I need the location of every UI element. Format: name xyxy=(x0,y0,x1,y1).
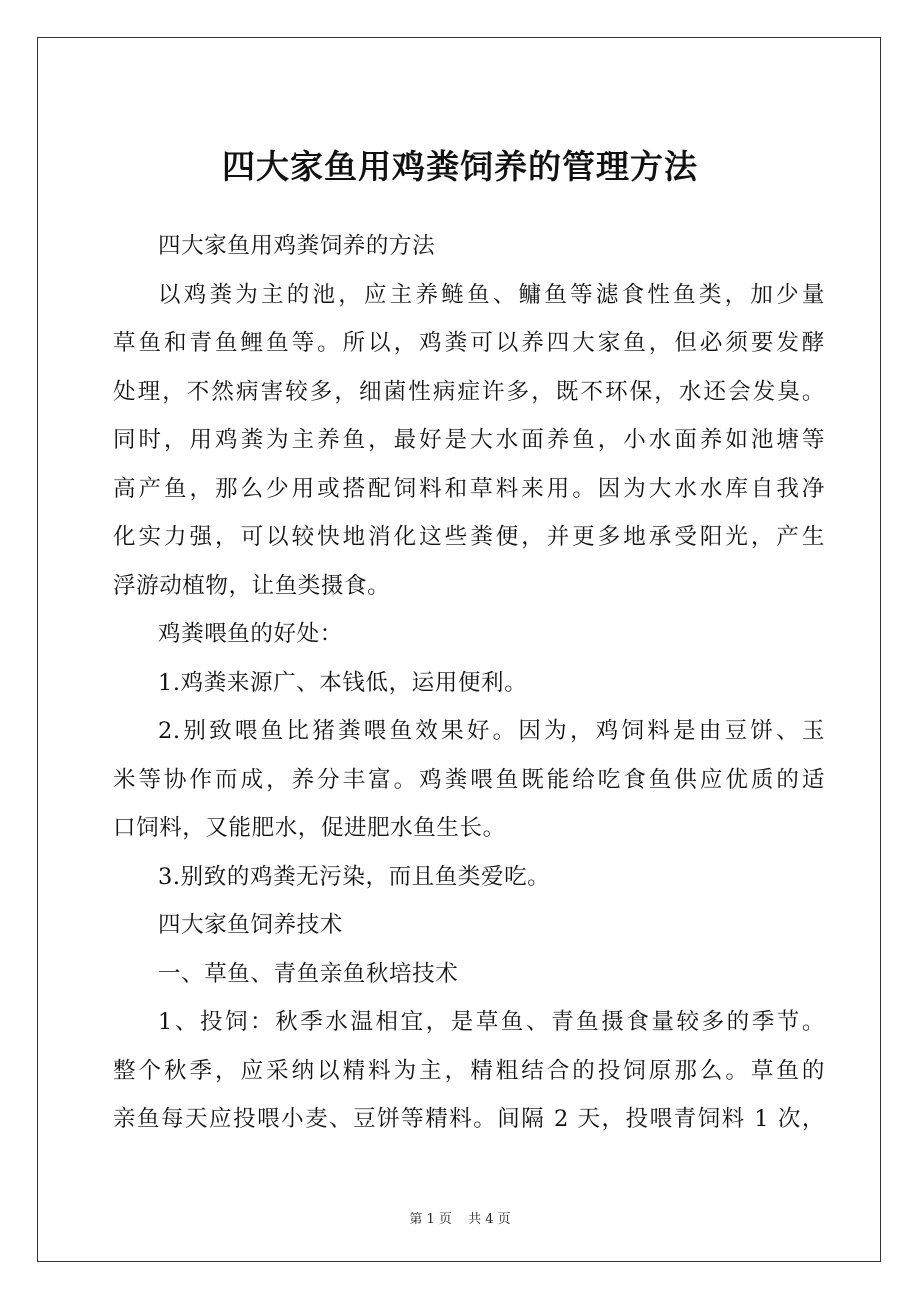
paragraph-line: 一、草鱼、青鱼亲鱼秋培技术 xyxy=(158,960,459,987)
paragraph-line: 浮游动植物，让鱼类摄食。 xyxy=(113,572,391,599)
paragraph-line: 处理，不然病害较多，细菌性病症许多，既不环保，水还会发臭。 xyxy=(113,378,825,405)
paragraph-line: 化实力强，可以较快地消化这些粪便，并更多地承受阳光，产生 xyxy=(113,524,825,550)
paragraph-line: 整个秋季，应采纳以精料为主，精粗结合的投饲原那么。草鱼的 xyxy=(113,1057,825,1084)
paragraph-line: 3.别致的鸡粪无污染，而且鱼类爱吃。 xyxy=(158,863,551,890)
paragraph-line: 四大家鱼用鸡粪饲养的方法 xyxy=(158,233,436,259)
paragraph-line: 口饲料，又能肥水，促进肥水鱼生长。 xyxy=(113,815,506,841)
page-number: 第 1 页 xyxy=(409,1212,452,1227)
paragraph-line: 米等协作而成，养分丰富。鸡粪喂鱼既能给吃食鱼供应优质的适 xyxy=(113,766,825,793)
paragraph-line: 鸡粪喂鱼的好处： xyxy=(158,621,343,647)
paragraph-line: 草鱼和青鱼鲤鱼等。所以，鸡粪可以养四大家鱼，但必须要发酵 xyxy=(113,330,825,356)
paragraph-line: 1.鸡粪来源广、本钱低，运用便利。 xyxy=(158,669,528,696)
paragraph-line: 亲鱼每天应投喂小麦、豆饼等精料。间隔 2 天，投喂青饲料 1 次， xyxy=(113,1106,825,1132)
page-total: 共 4 页 xyxy=(468,1212,511,1227)
paragraph-line: 同时，用鸡粪为主养鱼，最好是大水面养鱼，小水面养如池塘等 xyxy=(113,427,825,453)
paragraph-line: 2.别致喂鱼比猪粪喂鱼效果好。因为，鸡饲料是由豆饼、玉 xyxy=(158,718,825,744)
paragraph-line: 四大家鱼饲养技术 xyxy=(158,912,343,938)
document-body xyxy=(113,222,825,1144)
document-title: 四大家鱼用鸡粪饲养的管理方法 xyxy=(222,147,698,186)
paragraph-line: 以鸡粪为主的池，应主养鲢鱼、鳙鱼等滤食性鱼类，加少量 xyxy=(158,281,825,308)
page-footer xyxy=(0,1208,920,1227)
paragraph-line: 1、投饲：秋季水温相宜，是草鱼、青鱼摄食量较多的季节。 xyxy=(158,1009,825,1035)
paragraph-line: 高产鱼，那么少用或搭配饲料和草料来用。因为大水水库自我净 xyxy=(113,475,825,502)
